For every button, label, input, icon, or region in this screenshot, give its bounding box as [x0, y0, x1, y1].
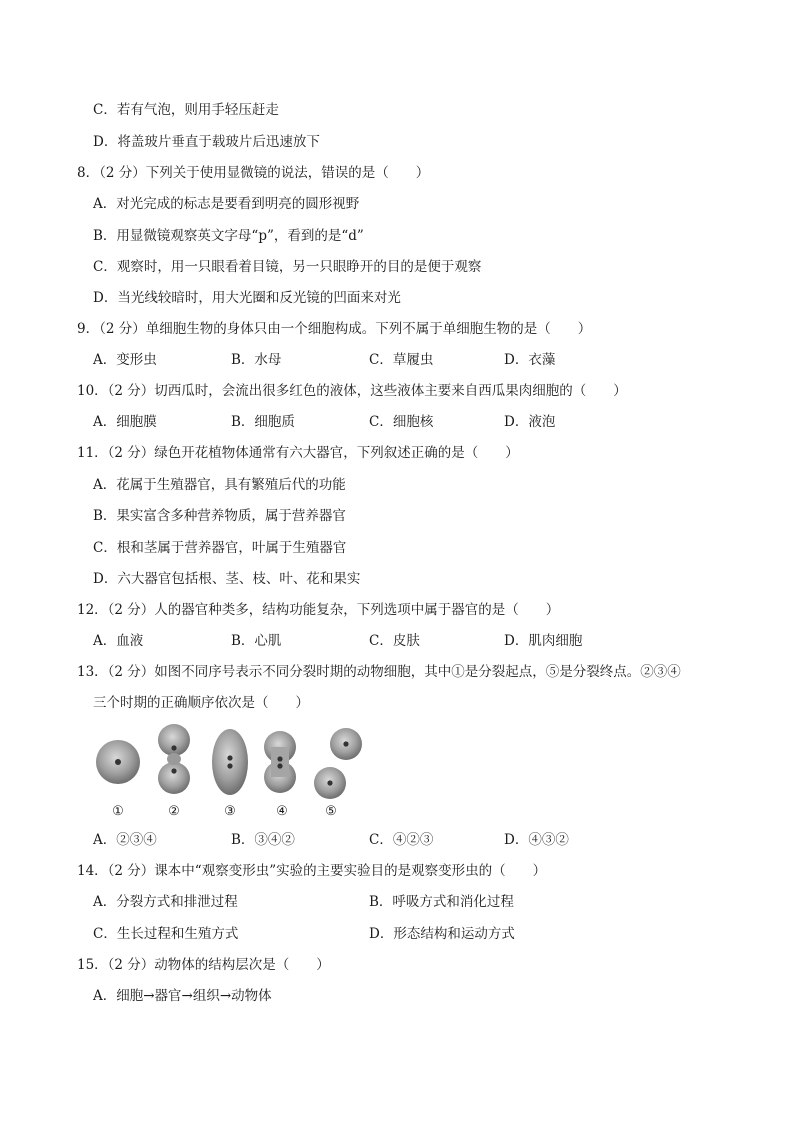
q13-option-a: A．②③④ — [93, 832, 157, 848]
q9-option-a: A．变形虫 — [93, 352, 157, 368]
q15-option-a: A．细胞→器官→组织→动物体 — [93, 988, 272, 1004]
cell-stage-5 — [314, 728, 362, 799]
q13-stem-line1: 13．（2 分）如图不同序号表示不同分裂时期的动物细胞，其中①是分裂起点，⑤是分裂终点。②③④ — [77, 664, 681, 680]
q7-option-d: D．将盖玻片垂直于载玻片后迅速放下 — [93, 134, 320, 150]
q14-option-a: A．分裂方式和排泄过程 — [93, 894, 238, 910]
q10-option-b: B．细胞质 — [231, 414, 295, 430]
q13-option-b: B．③④② — [231, 832, 295, 848]
q14-option-d: D．形态结构和运动方式 — [369, 926, 515, 942]
figure-label-4: ④ — [276, 804, 288, 819]
q10-option-d: D．液泡 — [504, 414, 556, 430]
q12-option-d: D．肌肉细胞 — [504, 633, 583, 649]
figure-label-5: ⑤ — [325, 804, 337, 819]
q12-option-c: C．皮肤 — [369, 633, 420, 649]
q11-option-b: B．果实富含多种营养物质，属于营养器官 — [93, 508, 346, 524]
q9-option-d: D．衣藻 — [504, 352, 556, 368]
q8-stem: 8．（2 分）下列关于使用显微镜的说法，错误的是（ ） — [77, 165, 430, 181]
q13-option-c: C．④②③ — [369, 832, 434, 848]
q8-option-b: B．用显微镜观察英文字母“p”，看到的是“d” — [93, 228, 364, 244]
q12-option-b: B．心肌 — [231, 633, 282, 649]
cell-division-figure — [90, 722, 380, 828]
figure-label-2: ② — [168, 804, 180, 819]
cell-division-diagram — [90, 722, 380, 802]
q11-stem: 11．（2 分）绿色开花植物体通常有六大器官，下列叙述正确的是（ ） — [77, 445, 519, 461]
q14-option-b: B．呼吸方式和消化过程 — [369, 894, 514, 910]
q15-stem: 15．（2 分）动物体的结构层次是（ ） — [77, 957, 330, 973]
q11-option-d: D．六大器官包括根、茎、枝、叶、花和果实 — [93, 571, 361, 587]
q10-option-a: A．细胞膜 — [93, 414, 157, 430]
q13-option-d: D．④③② — [504, 832, 569, 848]
q9-option-b: B．水母 — [231, 352, 282, 368]
q12-option-a: A．血液 — [93, 633, 144, 649]
q12-stem: 12．（2 分）人的器官种类多，结构功能复杂，下列选项中属于器官的是（ ） — [77, 602, 560, 618]
q14-stem: 14．（2 分）课本中“观察变形虫”实验的主要实验目的是观察变形虫的（ ） — [77, 863, 547, 879]
q8-option-a: A．对光完成的标志是要看到明亮的圆形视野 — [93, 196, 360, 212]
q9-stem: 9．（2 分）单细胞生物的身体只由一个细胞构成。下列不属于单细胞生物的是（ ） — [77, 321, 592, 337]
cell-stage-2 — [158, 724, 190, 794]
q14-option-c: C．生长过程和生殖方式 — [93, 926, 239, 942]
q10-option-c: C．细胞核 — [369, 414, 434, 430]
cell-stage-1 — [96, 740, 140, 784]
q11-option-a: A．花属于生殖器官，具有繁殖后代的功能 — [93, 477, 346, 493]
q7-option-c: C．若有气泡，则用手轻压赶走 — [93, 102, 279, 118]
q10-stem: 10．（2 分）切西瓜时，会流出很多红色的液体，这些液体主要来自西瓜果肉细胞的（ ） — [77, 383, 627, 399]
cell-stage-4 — [264, 731, 296, 793]
q8-option-c: C．观察时，用一只眼看着目镜，另一只眼睁开的目的是便于观察 — [93, 259, 482, 275]
q8-option-d: D．当光线较暗时，用大光圈和反光镜的凹面来对光 — [93, 290, 401, 306]
figure-label-1: ① — [112, 804, 124, 819]
cell-stage-3 — [212, 729, 248, 795]
q13-stem-line2: 三个时期的正确顺序依次是（ ） — [93, 695, 309, 711]
figure-label-3: ③ — [224, 804, 236, 819]
q9-option-c: C．草履虫 — [369, 352, 434, 368]
q11-option-c: C．根和茎属于营养器官，叶属于生殖器官 — [93, 540, 347, 556]
